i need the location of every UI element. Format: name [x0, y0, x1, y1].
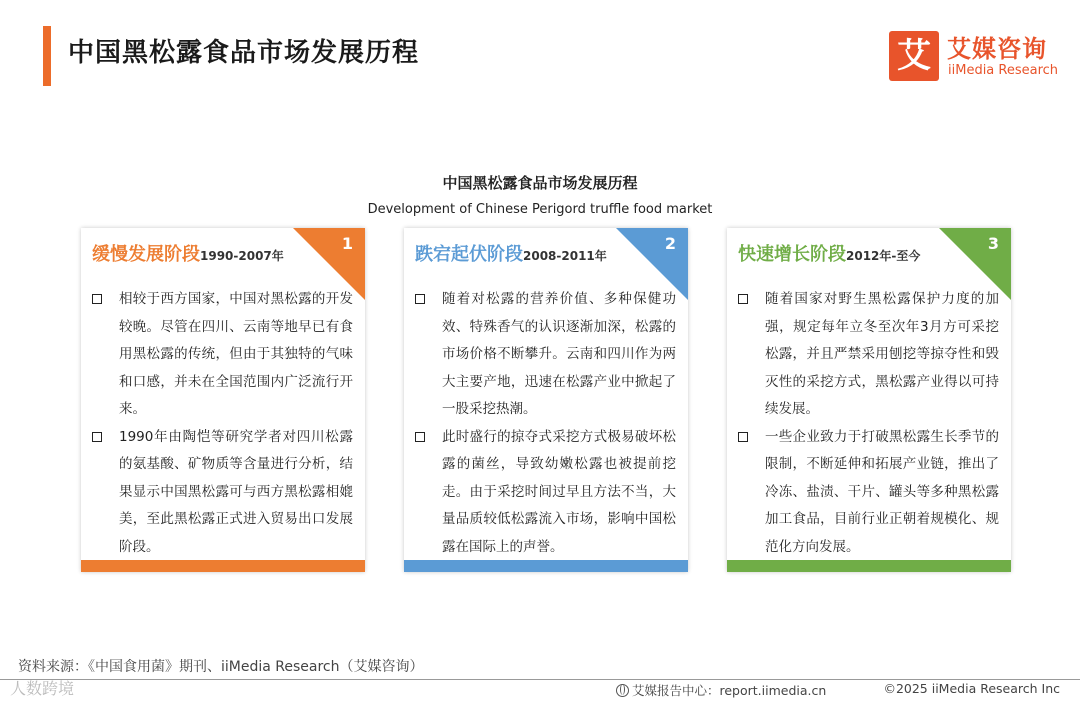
- stage-heading: [738, 240, 920, 266]
- bullet-item: [737, 286, 999, 424]
- stage-period: 2012年-至今: [846, 249, 921, 263]
- bullet-item: [414, 424, 676, 562]
- source-note: 资料来源：《中国食用菌》期刊、iiMedia Research（艾媒咨询）: [18, 659, 424, 675]
- bullet-text: 一些企业致力于打破黑松露生长季节的限制，不断延伸和拓展产业链，推出了冷冻、盐渍、干片、罐头等多种黑松露加工食品，目前行业正朝着规模化、规范化方向发展。: [765, 428, 999, 555]
- stage-bottom-bar: [727, 560, 1011, 572]
- square-bullet-icon: [92, 294, 102, 304]
- bullet-text: 此时盛行的掠夺式采挖方式极易破坏松露的菌丝，导致幼嫩松露也被提前挖走。由于采挖时间过早且方法不当，大量品质较低松露流入市场，影响中国松露在国际上的声誉。: [442, 428, 676, 555]
- square-bullet-icon: [92, 432, 102, 442]
- bullet-text: 随着国家对野生黑松露保护力度的加强，规定每年立冬至次年3月方可采挖松露，并且严禁采用刨挖等掠夺性和毁灭性的采挖方式，黑松露产业得以可持续发展。: [765, 291, 999, 417]
- copyright: ©2025 iiMedia Research Inc: [883, 681, 1060, 696]
- stage-period: 2008-2011年: [523, 249, 607, 263]
- stage-bottom-bar: [81, 560, 365, 572]
- square-bullet-icon: [415, 432, 425, 442]
- bullet-item: [91, 286, 353, 424]
- bullet-text: 1990年由陶恺等研究学者对四川松露的氨基酸、矿物质等含量进行分析，结果显示中国黑松露可与西方黑松露相媲美，至此黑松露正式进入贸易出口发展阶段。: [119, 428, 353, 555]
- stage-heading: [415, 240, 607, 266]
- square-bullet-icon: [738, 294, 748, 304]
- chart-subtitle: Development of Chinese Perigord truffle food market: [367, 202, 713, 217]
- bullet-text: 相较于西方国家，中国对黑松露的开发较晚。尽管在四川、云南等地早已有食用黑松露的传统，但由于其独特的气味和口感，并未在全国范围内广泛流行开来。: [119, 291, 353, 417]
- square-bullet-icon: [738, 432, 748, 442]
- title-accent-bar: [43, 26, 51, 86]
- report-center-text[interactable]: 艾媒报告中心：report.iimedia.cn: [632, 683, 827, 698]
- stage-name: 跌宕起伏阶段: [415, 244, 523, 265]
- footer-divider: [0, 679, 1080, 680]
- stage-number: 2: [664, 234, 676, 253]
- page-title: 中国黑松露食品市场发展历程: [68, 38, 420, 68]
- stage-card-1: [81, 228, 365, 572]
- stage-bullet-list: [414, 286, 676, 561]
- stage-card-3: [727, 228, 1011, 572]
- bullet-item: [414, 286, 676, 424]
- stage-number: 3: [987, 234, 999, 253]
- logo-chinese-name: 艾媒咨询: [947, 35, 1047, 63]
- stage-card-2: [404, 228, 688, 572]
- stage-bullet-list: [91, 286, 353, 561]
- report-center: [616, 681, 826, 699]
- bullet-text: 随着对松露的营养价值、多种保健功效、特殊香气的认识逐渐加深，松露的市场价格不断攀升。云南和四川作为两大主要产地，迅速在松露产业中掀起了一股采挖热潮。: [442, 291, 676, 417]
- stage-period: 1990-2007年: [200, 249, 284, 263]
- stage-bottom-bar: [404, 560, 688, 572]
- stage-bullet-list: [737, 286, 999, 561]
- bullet-item: [91, 424, 353, 562]
- watermark-text: 人数跨境: [10, 679, 75, 698]
- logo-mark-icon: 艾: [889, 31, 939, 81]
- globe-icon: [616, 684, 629, 697]
- stage-name: 快速增长阶段: [738, 244, 846, 265]
- stage-name: 缓慢发展阶段: [92, 244, 200, 265]
- stage-heading: [92, 240, 284, 266]
- iimedia-logo: [889, 31, 1064, 81]
- bullet-item: [737, 424, 999, 562]
- square-bullet-icon: [415, 294, 425, 304]
- chart-title: 中国黑松露食品市场发展历程: [442, 174, 638, 192]
- stage-number: 1: [341, 234, 353, 253]
- logo-english-name: iiMedia Research: [948, 63, 1059, 78]
